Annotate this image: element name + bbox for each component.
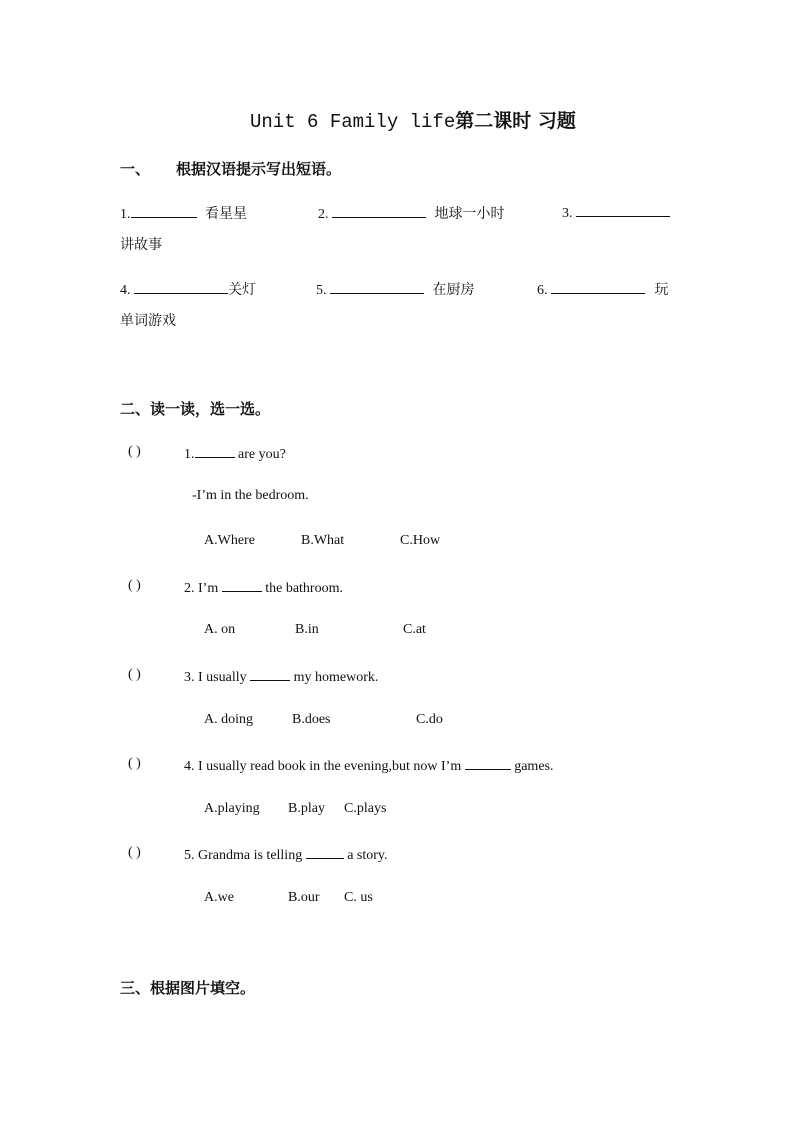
phrase-item-2: 2. 地球一小时 xyxy=(318,206,505,222)
answer-blank-2[interactable] xyxy=(332,204,426,218)
section1-heading-number: 一、 xyxy=(120,160,151,178)
phrase-item-3: 3. xyxy=(562,203,670,222)
option-1a[interactable]: A.Where xyxy=(204,533,255,548)
question-blank-4 xyxy=(465,756,511,770)
option-4b[interactable]: B.play xyxy=(288,801,325,816)
question-3: 3. I usually my homework. xyxy=(184,667,378,686)
question-blank-5 xyxy=(306,845,344,859)
question-2: 2. I’m the bathroom. xyxy=(184,578,343,597)
answer-blank-4[interactable] xyxy=(134,280,228,294)
title-chinese: 第二课时 习题 xyxy=(455,110,576,132)
option-2a[interactable]: A. on xyxy=(204,622,236,637)
option-5b[interactable]: B.our xyxy=(288,890,320,905)
option-2b[interactable]: B.in xyxy=(295,622,319,637)
option-4c[interactable]: C.plays xyxy=(344,801,387,816)
question-5: 5. Grandma is telling a story. xyxy=(184,845,388,864)
question-blank-1 xyxy=(195,444,235,458)
option-1b[interactable]: B.What xyxy=(301,533,345,548)
question-1-reply: -I’m in the bedroom. xyxy=(192,488,309,503)
option-5a[interactable]: A.we xyxy=(204,890,234,905)
answer-paren-2[interactable]: ( ) xyxy=(128,578,141,593)
option-1c[interactable]: C.How xyxy=(400,533,441,548)
option-3b[interactable]: B.does xyxy=(292,712,331,727)
section1-heading: 根据汉语提示写出短语。 xyxy=(176,160,342,178)
option-3c[interactable]: C.do xyxy=(416,712,443,727)
phrase-item-6: 6. 玩 xyxy=(537,282,669,298)
section3-heading: 三、根据图片填空。 xyxy=(120,979,256,997)
option-4a[interactable]: A.playing xyxy=(204,801,260,816)
question-blank-2 xyxy=(222,578,262,592)
answer-blank-1[interactable] xyxy=(131,204,197,218)
question-4: 4. I usually read book in the evening,but now I’m games. xyxy=(184,756,553,775)
option-3a[interactable]: A. doing xyxy=(204,712,253,727)
phrase-item-4: 4. 关灯 xyxy=(120,282,256,298)
phrase-item-5: 5. 在厨房 xyxy=(316,282,475,298)
answer-paren-5[interactable]: ( ) xyxy=(128,845,141,860)
phrase-item-1: 1. 看星星 xyxy=(120,206,247,222)
option-5c[interactable]: C. us xyxy=(344,890,373,905)
phrase-hint-3: 讲故事 xyxy=(120,237,162,253)
page-title xyxy=(250,106,576,133)
answer-paren-3[interactable]: ( ) xyxy=(128,667,141,682)
answer-blank-6[interactable] xyxy=(551,280,645,294)
answer-paren-4[interactable]: ( ) xyxy=(128,756,141,771)
section2-heading: 二、读一读，选一选。 xyxy=(120,400,271,418)
question-blank-3 xyxy=(250,667,290,681)
answer-blank-5[interactable] xyxy=(330,280,424,294)
answer-blank-3[interactable] xyxy=(576,203,670,217)
question-1: 1. are you? xyxy=(184,444,286,463)
title-english: Unit 6 Family life xyxy=(250,111,456,133)
phrase-hint-6-continued: 单词游戏 xyxy=(120,313,176,329)
answer-paren-1[interactable]: ( ) xyxy=(128,444,141,459)
option-2c[interactable]: C.at xyxy=(403,622,426,637)
